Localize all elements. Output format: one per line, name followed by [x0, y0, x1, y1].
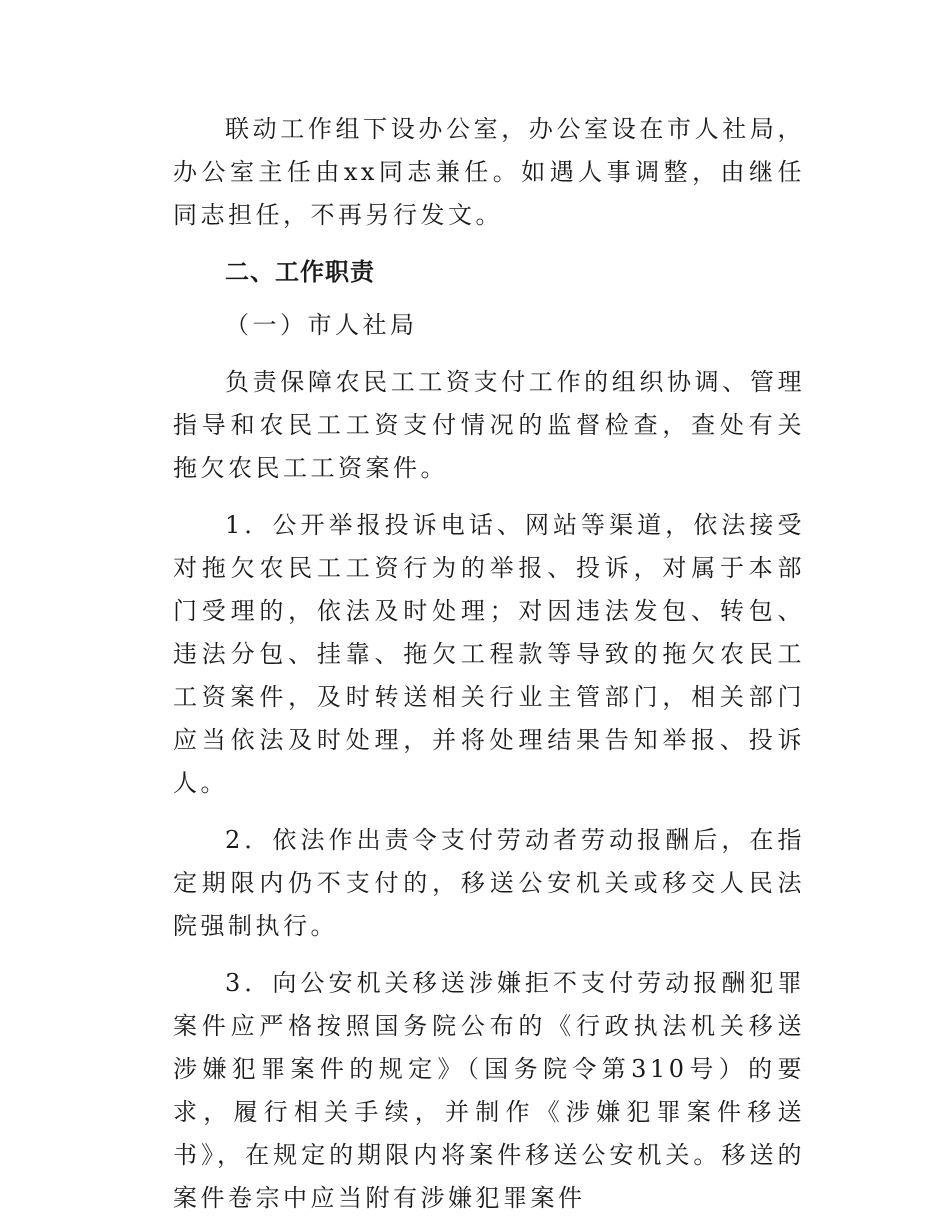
- paragraph-item-2: 2．依法作出责令支付劳动者劳动报酬后，在指定期限内仍不支付的，移送公安机关或移交人民法院强制执行。: [173, 826, 805, 940]
- paragraph-item-3: 3．向公安机关移送涉嫌拒不支付劳动报酬犯罪案件应严格按照国务院公布的《行政执法机关移送涉嫌犯罪案件的规定》（国务院令第310号）的要求，履行相关手续，并制作《涉嫌犯罪案件移送书》，在规定的期限内将案件移送公安机关。移送的案件卷宗中应当附有涉嫌犯罪案件: [173, 969, 805, 1212]
- subsection-heading-hr-bureau: （一）市人社局: [225, 311, 418, 339]
- paragraph-office: 联动工作组下设办公室，办公室设在市人社局，办公室主任由xx同志兼任。如遇人事调整，由继任同志担任，不再另行发文。: [173, 115, 805, 229]
- document-body: [173, 108, 805, 1220]
- section-heading-duties: 二、工作职责: [225, 258, 375, 286]
- paragraph-item-1: 1．公开举报投诉电话、网站等渠道，依法接受对拖欠农民工工资行为的举报、投诉，对属于本部门受理的，依法及时处理；对因违法发包、转包、违法分包、挂靠、拖欠工程款等导致的拖欠农民工工资案件，及时转送相关行业主管部门，相关部门应当依法及时处理，并将处理结果告知举报、投诉人。: [173, 511, 805, 797]
- paragraph-responsibility: 负责保障农民工工资支付工作的组织协调、管理指导和农民工工资支付情况的监督检查，查处有关拖欠农民工工资案件。: [173, 368, 805, 482]
